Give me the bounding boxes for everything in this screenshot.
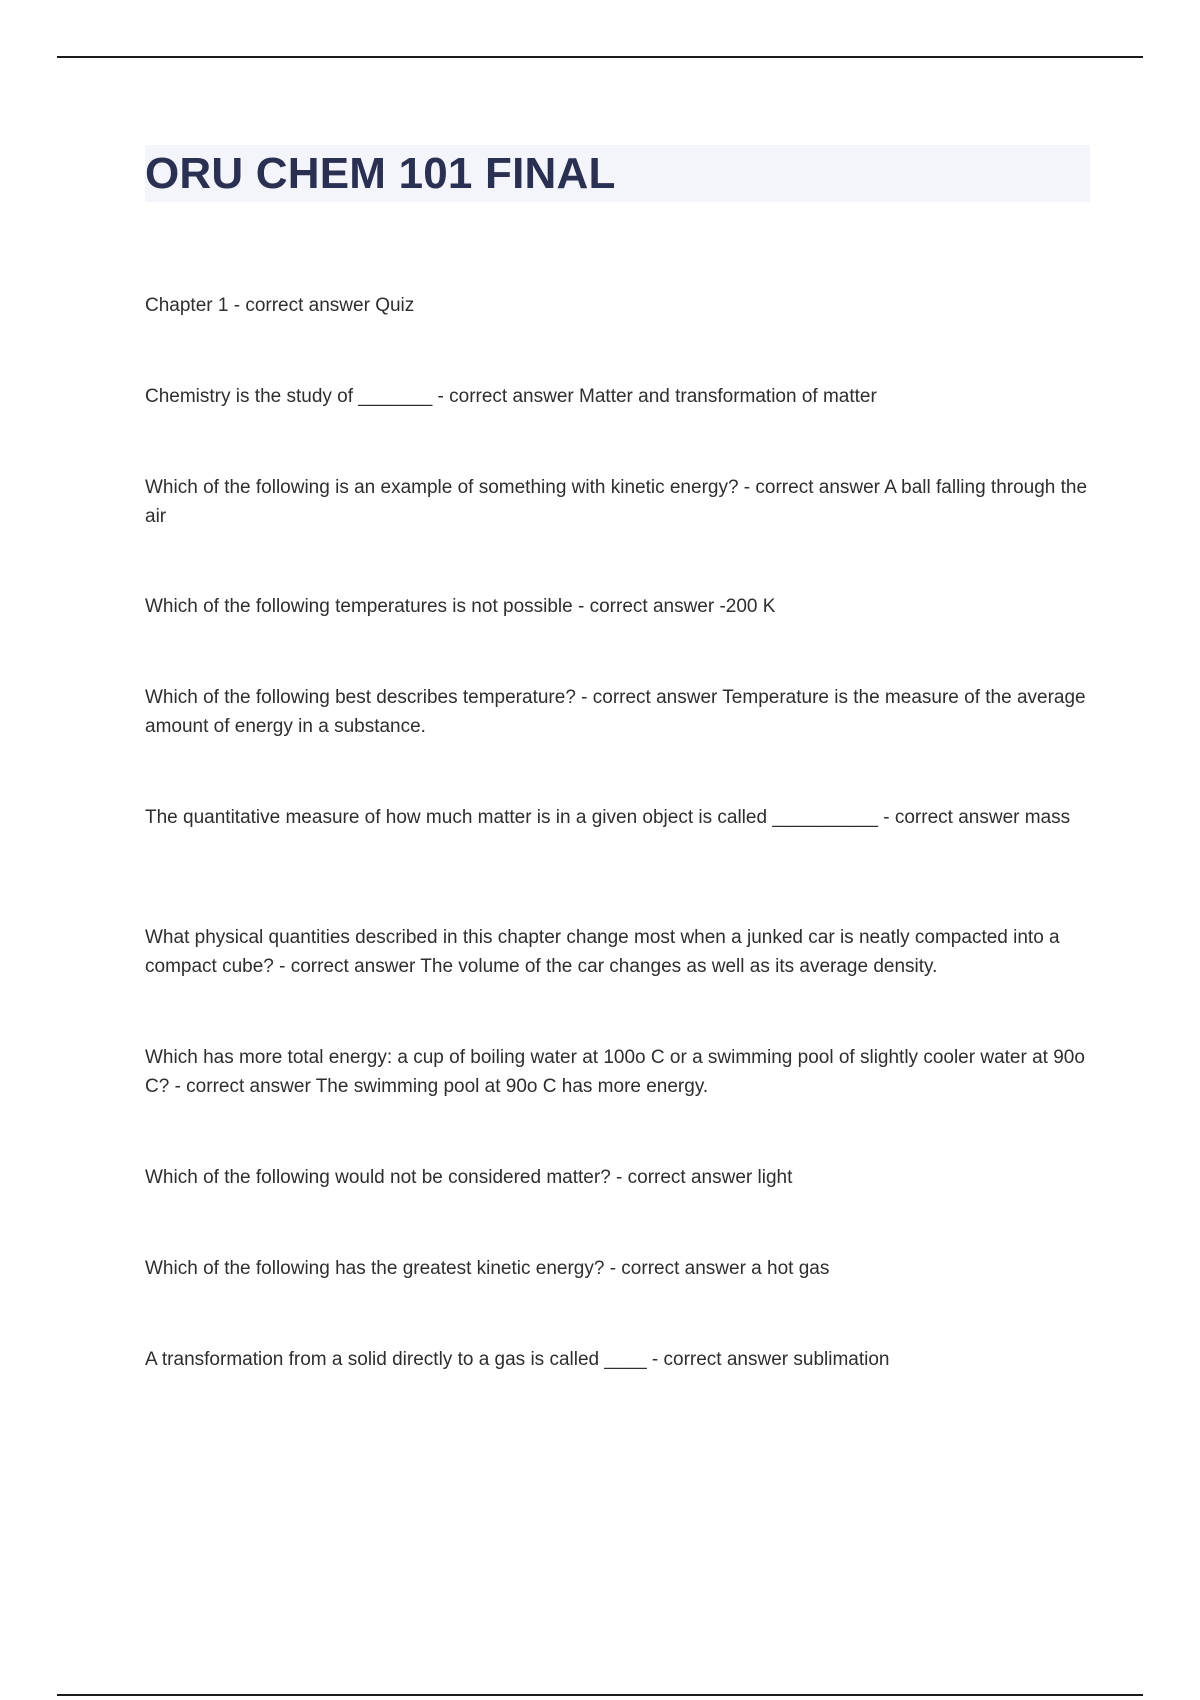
qa-entry: Chemistry is the study of _______ - correct answer Matter and transformation of matter (145, 386, 877, 407)
qa-entry: Chapter 1 - correct answer Quiz (145, 295, 415, 316)
qa-entry: Which of the following best describes temperature? - correct answer Temperature is the measure of the average amount of energy in a substance. (145, 687, 1086, 737)
qa-entry: The quantitative measure of how much matter is in a given object is called __________ - correct answer mass (145, 807, 1071, 828)
qa-entry: Which has more total energy: a cup of boiling water at 100o C or a swimming pool of slightly cooler water at 90o C? - correct answer The swimming pool at 90o C has more energy. (145, 1047, 1085, 1097)
qa-entry: Which of the following has the greatest kinetic energy? - correct answer a hot gas (145, 1258, 830, 1279)
bottom-rule (57, 1694, 1143, 1696)
qa-entry: A transformation from a solid directly to a gas is called ____ - correct answer sublimation (145, 1349, 890, 1370)
qa-entry: Which of the following temperatures is not possible - correct answer -200 K (145, 596, 776, 617)
top-rule (57, 56, 1143, 58)
qa-entry: What physical quantities described in this chapter change most when a junked car is neatly compacted into a compact cube? - correct answer The volume of the car changes as well as its average density. (145, 927, 1060, 977)
document-title: ORU CHEM 101 FINAL (145, 149, 616, 198)
qa-entry: Which of the following would not be considered matter? - correct answer light (145, 1167, 793, 1188)
qa-entry: Which of the following is an example of something with kinetic energy? - correct answer A ball falling through the air (145, 477, 1088, 527)
